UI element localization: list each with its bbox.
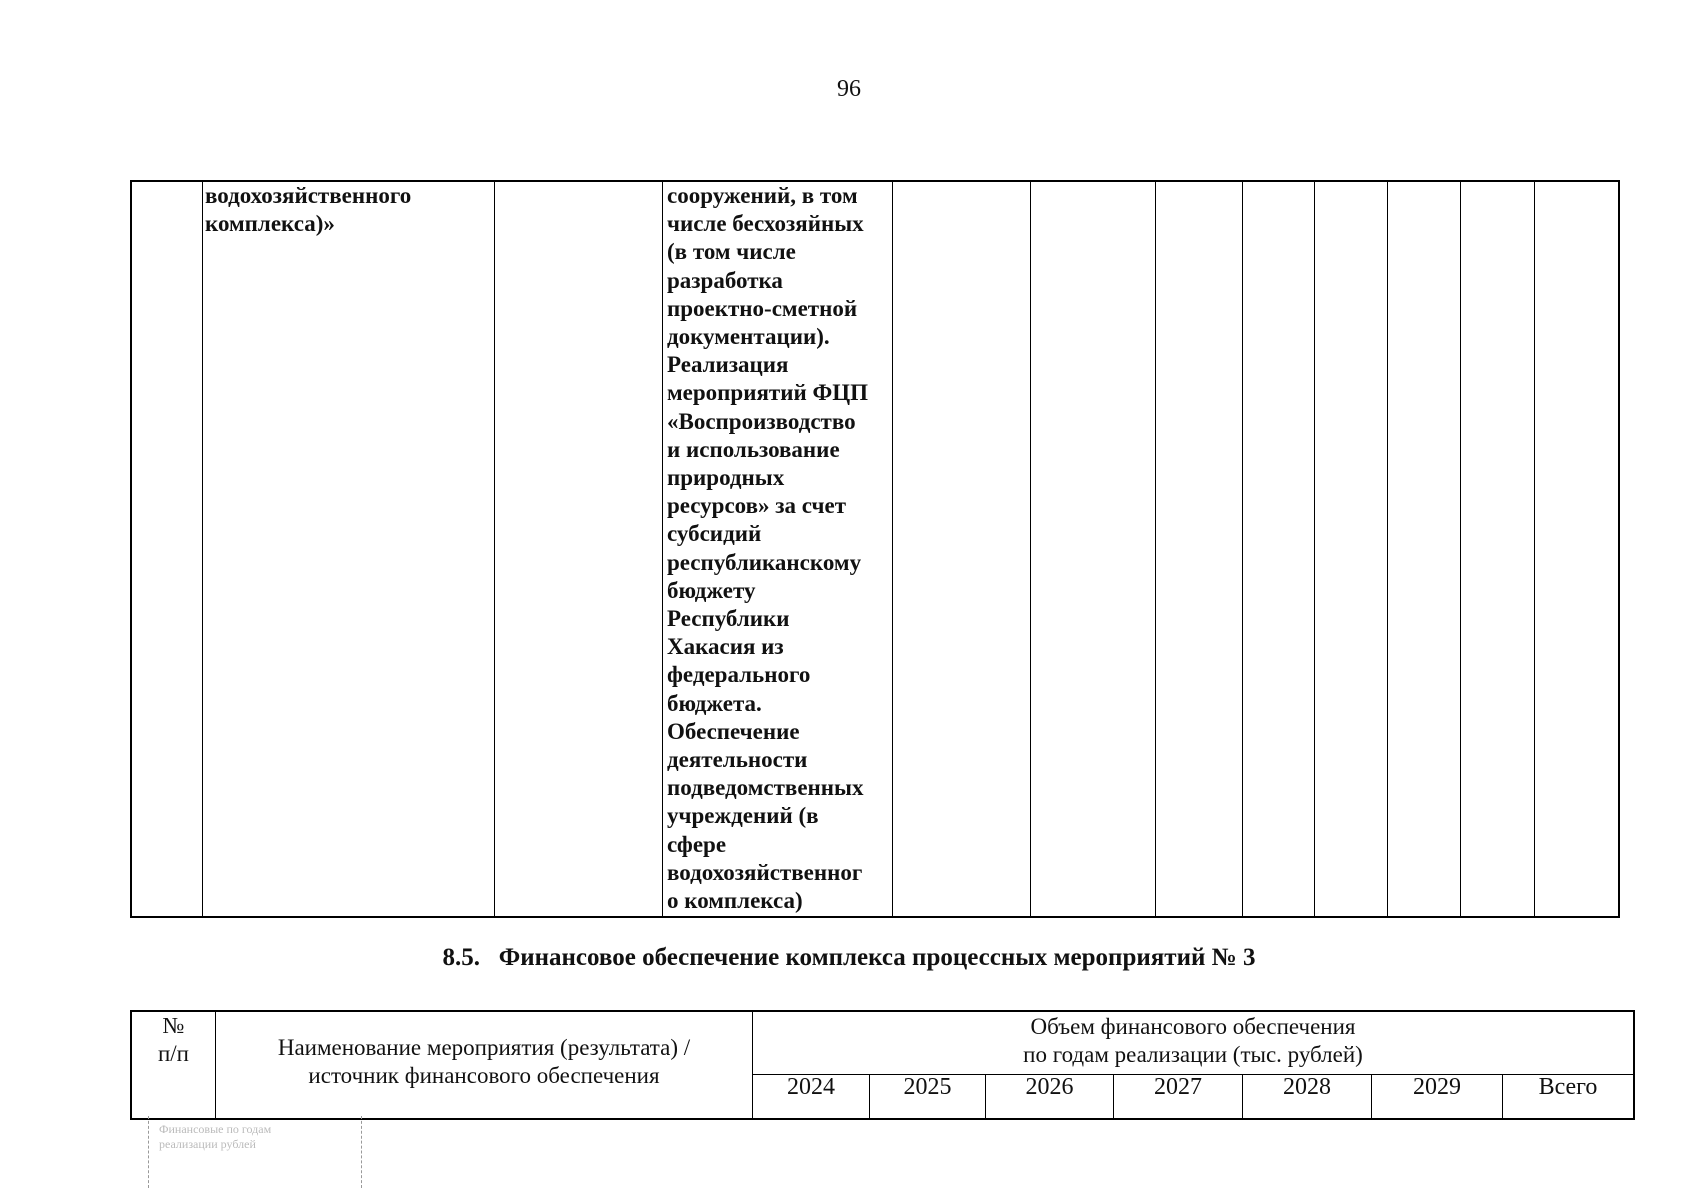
description-line: документации). <box>667 324 830 350</box>
col-divider <box>1460 180 1461 918</box>
continuation-table <box>130 180 1620 918</box>
description-line: и использование <box>667 436 840 462</box>
description-line: сооружений, в том <box>667 183 858 208</box>
year-2024-header: 2024 <box>787 1074 835 1100</box>
col-divider <box>1387 180 1388 918</box>
table-border-bottom <box>130 916 1620 918</box>
name-header-line: Наименование мероприятия (результата) / <box>277 1035 691 1060</box>
col-divider <box>1155 180 1156 918</box>
description-line: сфере <box>667 831 727 857</box>
description-line: числе бесхозяйных <box>667 211 864 237</box>
year-2029-header: 2029 <box>1413 1074 1461 1100</box>
table-border-left <box>130 180 132 918</box>
description-line: водохозяйственног <box>667 859 863 885</box>
table-border-right <box>1633 1010 1635 1120</box>
description-line: разработка <box>667 267 783 293</box>
volume-header <box>753 1013 1633 1069</box>
col-divider <box>1314 180 1315 918</box>
volume-header-line: по годам реализации (тыс. рублей) <box>1023 1042 1363 1067</box>
description-line: Республики <box>667 606 790 632</box>
event-name-cell <box>205 182 411 238</box>
table-border-right <box>1618 180 1620 918</box>
total-header: Всего <box>1538 1074 1598 1100</box>
col-divider <box>202 180 203 918</box>
name-header <box>216 1034 752 1090</box>
description-line: бюджета. <box>667 690 762 716</box>
description-line: о комплекса) <box>667 888 803 914</box>
stamp-line: реализации рублей <box>159 1137 256 1151</box>
description-line: бюджету <box>667 577 756 603</box>
description-line: (в том числе <box>667 239 796 265</box>
num-header-line: № <box>162 1013 185 1038</box>
section-caption: 8.5. Финансовое обеспечение комплекса процессных мероприятий № 3 <box>442 944 1256 971</box>
description-line: деятельности <box>667 747 808 773</box>
description-line: проектно-сметной <box>667 295 858 321</box>
description-line: «Воспроизводство <box>667 408 856 434</box>
col-divider <box>1534 180 1535 918</box>
year-2025-header: 2025 <box>903 1074 952 1100</box>
description-line: мероприятий ФЦП <box>667 380 868 406</box>
finance-table-header <box>130 1010 1635 1120</box>
num-header-line: п/п <box>157 1041 189 1066</box>
description-line: Обеспечение <box>667 718 800 744</box>
event-name-line: комплекса)» <box>205 211 335 237</box>
description-line: республиканскому <box>667 549 862 575</box>
page-number: 96 <box>837 76 861 102</box>
description-line: ресурсов» за счет <box>667 493 847 519</box>
num-header <box>132 1012 215 1068</box>
description-line: природных <box>667 465 785 491</box>
col-divider <box>892 180 893 918</box>
faded-stamp <box>148 1116 362 1188</box>
col-divider <box>662 180 663 918</box>
volume-header-line: Объем финансового обеспечения <box>1030 1014 1356 1039</box>
col-divider <box>1242 180 1243 918</box>
event-name-line: водохозяйственного <box>205 183 412 208</box>
year-2028-header: 2028 <box>1283 1074 1331 1100</box>
name-header-line: источник финансового обеспечения <box>308 1063 660 1088</box>
stamp-line: Финансовые по годам <box>159 1122 272 1136</box>
table-border-top <box>130 1010 1635 1012</box>
description-line: Реализация <box>667 352 789 378</box>
description-line: субсидий <box>667 521 762 547</box>
description-cell <box>667 182 889 915</box>
year-2027-header: 2027 <box>1154 1074 1202 1100</box>
year-2026-header: 2026 <box>1025 1074 1074 1100</box>
description-line: федерального <box>667 662 811 688</box>
col-divider <box>1030 180 1031 918</box>
description-line: учреждений (в <box>667 803 819 829</box>
col-divider <box>494 180 495 918</box>
description-line: подведомственных <box>667 775 864 801</box>
description-line: Хакасия из <box>667 634 784 660</box>
